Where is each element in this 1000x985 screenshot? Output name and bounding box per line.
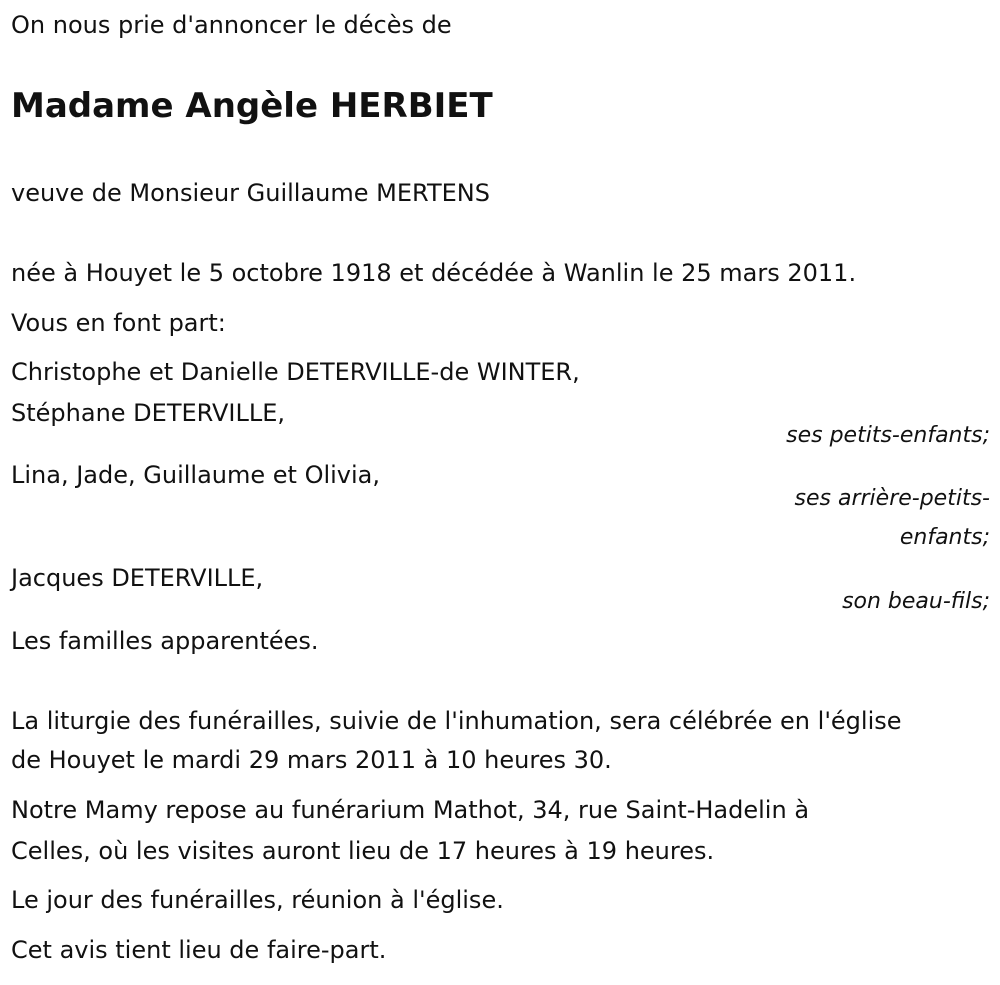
son-in-law-label: son beau-fils; [842, 589, 990, 614]
liturgy-line-2: de Houyet le mardi 29 mars 2011 à 10 heures 30. [11, 746, 612, 774]
notice-text: Cet avis tient lieu de faire-part. [11, 936, 387, 964]
great-grandchildren-label-1: ses arrière-petits- [794, 486, 990, 511]
funerarium-line-1: Notre Mamy repose au funérarium Mathot, 34, rue Saint-Hadelin à [11, 796, 810, 824]
grandchildren-line-2: Stéphane DETERVILLE, [11, 399, 286, 427]
liturgy-line-1: La liturgie des funérailles, suivie de l'inhumation, sera célébrée en l'église [11, 707, 902, 735]
widow-of-text: veuve de Monsieur Guillaume MERTENS [11, 179, 490, 207]
intro-text: On nous prie d'annoncer le décès de [11, 11, 452, 39]
announce-text: Vous en font part: [11, 309, 226, 337]
grandchildren-label: ses petits-enfants; [786, 423, 990, 448]
related-families-text: Les familles apparentées. [11, 627, 319, 655]
great-grandchildren-label-2: enfants; [899, 525, 990, 550]
great-grandchildren-line: Lina, Jade, Guillaume et Olivia, [11, 461, 380, 489]
funerarium-line-2: Celles, où les visites auront lieu de 17 heures à 19 heures. [11, 837, 715, 865]
gathering-text: Le jour des funérailles, réunion à l'église. [11, 886, 504, 914]
deceased-name: Madame Angèle HERBIET [11, 86, 493, 126]
grandchildren-line-1: Christophe et Danielle DETERVILLE-de WINTER, [11, 358, 580, 386]
birth-death-text: née à Houyet le 5 octobre 1918 et décédée à Wanlin le 25 mars 2011. [11, 259, 857, 287]
son-in-law-line: Jacques DETERVILLE, [11, 564, 264, 592]
